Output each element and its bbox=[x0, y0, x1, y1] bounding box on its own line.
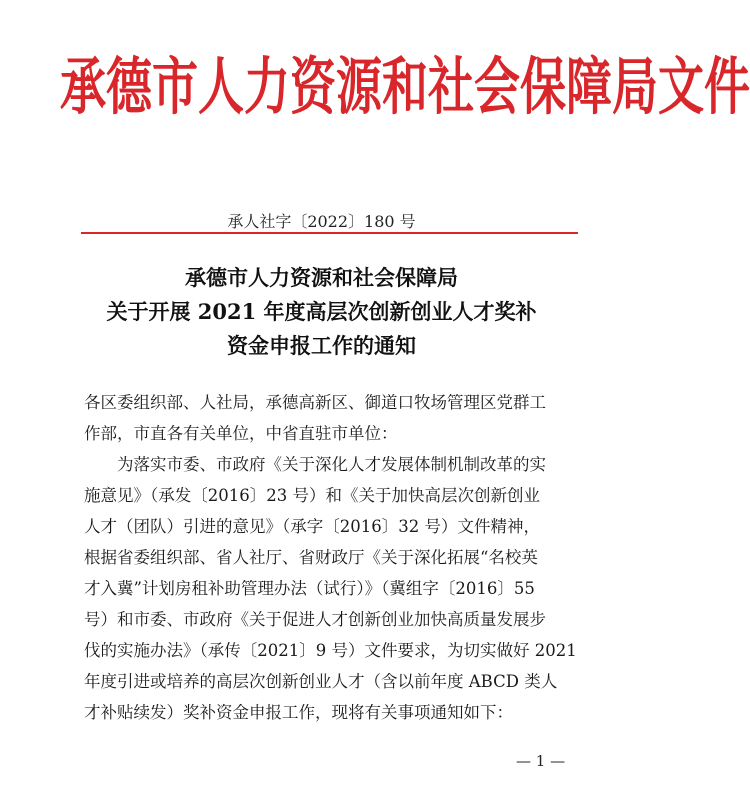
page-number: — 1 — bbox=[516, 752, 566, 770]
body-line-2: 作部，市直各有关单位，中省直驻市单位： bbox=[84, 424, 398, 443]
body-line-6: 根据省委组织部、省人社厅、省财政厅《关于深化拓展“名校英 bbox=[84, 548, 538, 567]
body-line-1: 各区委组织部、人社局，承德高新区、御道口牧场管理区党群工 bbox=[84, 393, 546, 412]
body-line-4: 施意见》（承发〔2016〕23 号）和《关于加快高层次创新创业 bbox=[84, 486, 540, 505]
body-line-10: 年度引进或培养的高层次创新创业人才（含以前年度 ABCD 类人 bbox=[84, 672, 558, 691]
body-line-9: 伐的实施办法》（承传〔2021〕9 号）文件要求，为切实做好 2021 bbox=[84, 641, 577, 660]
body-line-3: 为落实市委、市政府《关于深化人才发展体制机制改革的实 bbox=[84, 455, 546, 474]
notice-title-line-2: 关于开展 2021 年度高层次创新创业人才奖补 bbox=[106, 299, 537, 324]
notice-title-line-1: 承德市人力资源和社会保障局 bbox=[185, 265, 458, 290]
body-line-5: 人才（团队）引进的意见》（承字〔2016〕32 号）文件精神， bbox=[84, 517, 540, 536]
agency-header-title: 承德市人力资源和社会保障局文件 bbox=[60, 50, 750, 124]
body-line-7: 才入冀”计划房租补助管理办法（试行）》（冀组字〔2016〕55 bbox=[84, 579, 535, 598]
red-divider-rule bbox=[81, 232, 578, 234]
notice-title-line-3: 资金申报工作的通知 bbox=[227, 333, 416, 358]
body-line-8: 号）和市委、市政府《关于促进人才创新创业加快高质量发展步 bbox=[84, 610, 546, 629]
document-number: 承人社字〔2022〕180 号 bbox=[227, 212, 416, 231]
body-line-11: 才补贴续发）奖补资金申报工作，现将有关事项通知如下： bbox=[84, 703, 513, 722]
